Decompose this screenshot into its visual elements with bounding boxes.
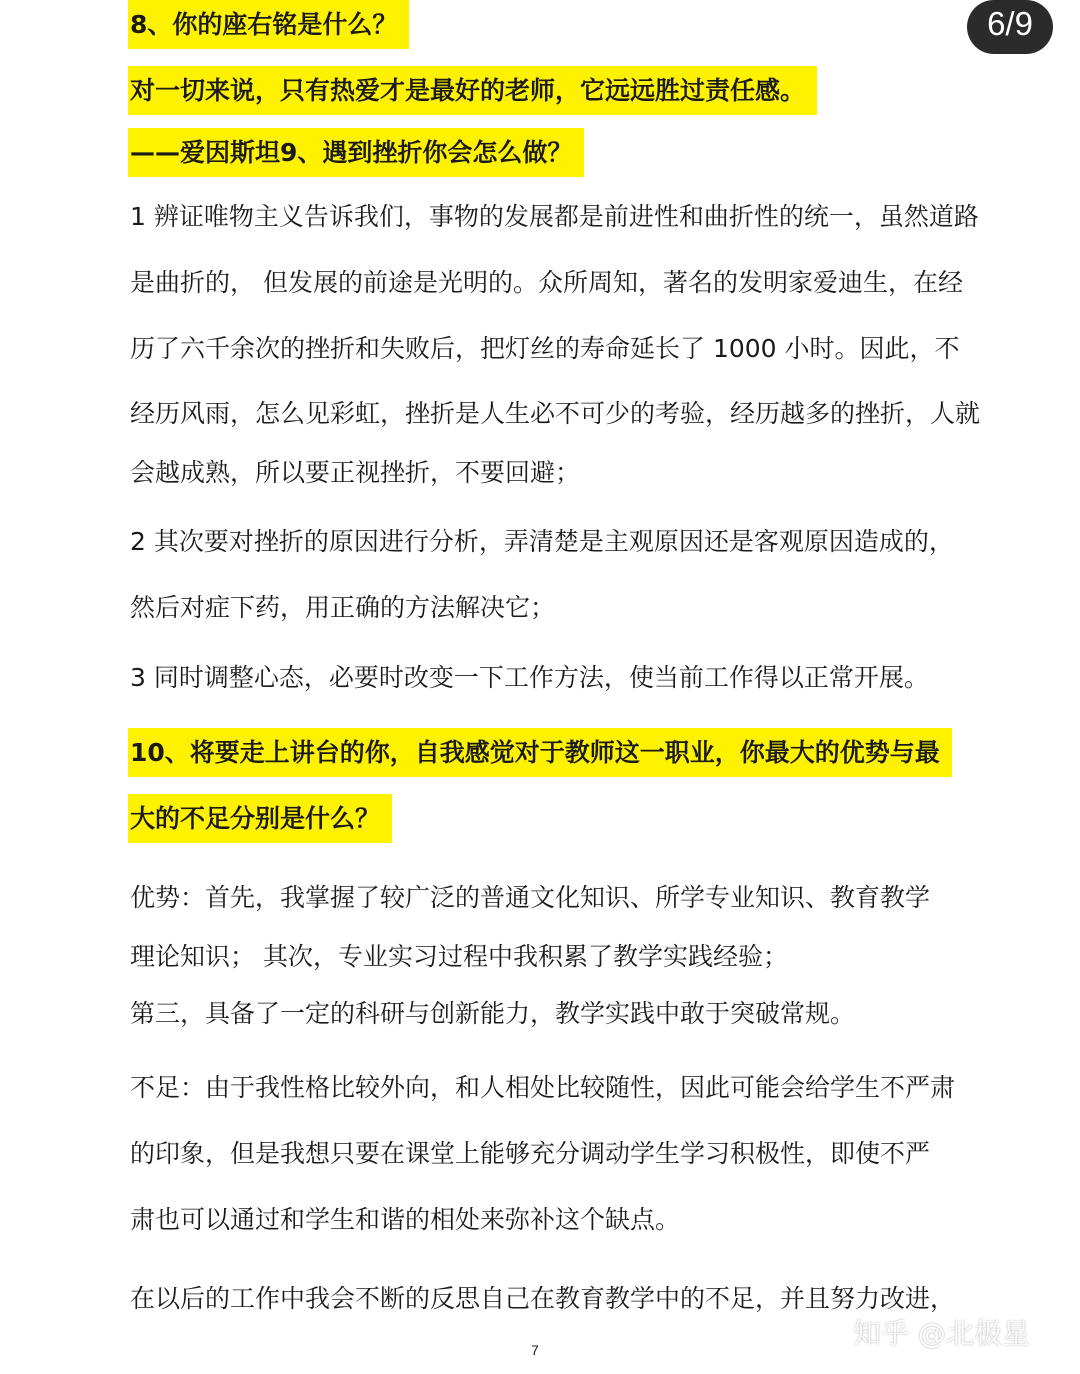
paragraph-line: 肃也可以通过和学生和谐的相处来弥补这个缺点。 (130, 1205, 681, 1234)
question-9-heading: ——爱因斯坦9、遇到挫折你会怎么做？ (130, 136, 584, 170)
paragraph-line: 优势：首先，我掌握了较广泛的普通文化知识、所学专业知识、教育教学 (130, 883, 931, 912)
paragraph-line: 理论知识； 其次，专业实习过程中我积累了教学实践经验； (130, 942, 788, 971)
paragraph-line: 经历风雨，怎么见彩虹，挫折是人生必不可少的考验，经历越多的挫折，人就 (130, 399, 981, 428)
paragraph-line: 1 辨证唯物主义告诉我们，事物的发展都是前进性和曲折性的统一，虽然道路 (130, 202, 979, 231)
paragraph-line: 3 同时调整心态，必要时改变一下工作方法，使当前工作得以正常开展。 (130, 663, 929, 692)
paragraph-line: 2 其次要对挫折的原因进行分析，弄清楚是主观原因还是客观原因造成的， (130, 527, 954, 556)
paragraph-line: 历了六千余次的挫折和失败后，把灯丝的寿命延长了 1000 小时。因此，不 (130, 334, 960, 363)
paragraph-line: 第三，具备了一定的科研与创新能力，教学实践中敢于突破常规。 (130, 999, 856, 1028)
page-indicator-badge: 6/9 (967, 0, 1053, 54)
paragraph-line: 不足：由于我性格比较外向，和人相处比较随性，因此可能会给学生不严肃 (130, 1073, 956, 1102)
question-10-heading: 10、将要走上讲台的你，自我感觉对于教师这一职业，你最大的优势与最 (130, 736, 952, 770)
page-number: 7 (531, 1342, 539, 1358)
question-10-heading-cont: 大的不足分别是什么？ (130, 802, 392, 836)
paragraph-line: 的印象，但是我想只要在课堂上能够充分调动学生学习积极性，即使不严 (130, 1139, 931, 1168)
watermark: 知乎 @北极星 (853, 1317, 1030, 1350)
quote-line: 对一切来说，只有热爱才是最好的老师，它远远胜过责任感。 (130, 74, 817, 108)
paragraph-line: 是曲折的， 但发展的前途是光明的。众所周知，著名的发明家爱迪生，在经 (130, 268, 963, 297)
paragraph-line: 会越成熟，所以要正视挫折，不要回避； (130, 458, 581, 487)
paragraph-line: 在以后的工作中我会不断的反思自己在教育教学中的不足，并且努力改进， (130, 1284, 956, 1313)
paragraph-line: 然后对症下药，用正确的方法解决它； (130, 593, 556, 622)
question-8-heading: 8、你的座右铭是什么？ (130, 8, 409, 42)
